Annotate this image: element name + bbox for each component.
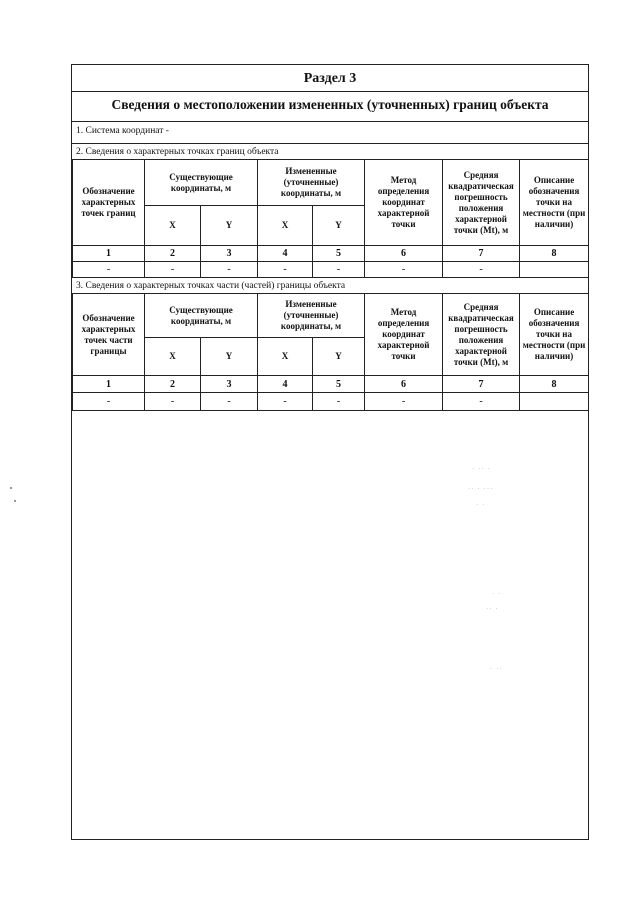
column-number: 7 [443, 246, 520, 262]
table-header-row [73, 294, 589, 338]
part-points-heading: 3. Сведения о характерных точках части (частей) границы объекта [76, 281, 346, 291]
table-cell: - [313, 262, 365, 278]
table-cell: - [201, 393, 258, 411]
header-existing-coords: Существующие координаты, м [145, 160, 258, 206]
table-cell: - [443, 262, 520, 278]
header-existing-coords: Существующие координаты, м [145, 294, 258, 338]
column-number: 4 [258, 246, 313, 262]
column-number: 1 [73, 376, 145, 393]
divider [72, 143, 588, 144]
header-x: X [258, 338, 313, 376]
column-number: 6 [365, 246, 443, 262]
table-cell: - [443, 393, 520, 411]
table-cell [520, 393, 589, 411]
section-subtitle: Сведения о местоположении измененных (уточненных) границ объекта [111, 97, 549, 112]
header-x: X [145, 338, 201, 376]
header-y: Y [201, 338, 258, 376]
header-changed-coords: Измененные (уточненные) координаты, м [258, 160, 365, 206]
table-cell: - [365, 393, 443, 411]
table-cell: - [365, 262, 443, 278]
header-error: Средняя квадратическая погрешность положения характерной точки (Mt), м [443, 294, 520, 376]
header-y: Y [313, 206, 365, 246]
table-row [73, 393, 589, 411]
document-frame [71, 64, 589, 840]
column-number: 8 [520, 376, 589, 393]
divider [72, 121, 588, 122]
column-number: 6 [365, 376, 443, 393]
header-description: Описание обозначения точки на местности (при наличии) [520, 294, 589, 376]
object-points-heading: 2. Сведения о характерных точках границ объекта [76, 147, 279, 157]
scan-noise: · · [492, 590, 502, 598]
table-cell: - [258, 393, 313, 411]
header-point-designation: Обозначение характерных точек границ [73, 160, 145, 246]
table-cell [520, 262, 589, 278]
table-row [73, 262, 589, 278]
header-y: Y [201, 206, 258, 246]
table-cell: - [73, 262, 145, 278]
divider [72, 91, 588, 92]
column-number: 2 [145, 246, 201, 262]
header-y: Y [313, 338, 365, 376]
table-cell: - [201, 262, 258, 278]
column-number: 7 [443, 376, 520, 393]
scan-noise [14, 500, 16, 502]
part-points-table [72, 293, 589, 411]
column-numbers-row [73, 376, 589, 393]
table-cell: - [145, 262, 201, 278]
table-cell: - [73, 393, 145, 411]
header-description: Описание обозначения точки на местности (при наличии) [520, 160, 589, 246]
section-title: Раздел 3 [303, 71, 357, 86]
table-cell: - [313, 393, 365, 411]
column-number: 3 [201, 376, 258, 393]
header-point-designation: Обозначение характерных точек части границы [73, 294, 145, 376]
column-number: 8 [520, 246, 589, 262]
column-numbers-row [73, 246, 589, 262]
table-cell: - [145, 393, 201, 411]
coordinate-system-line: 1. Система координат - [76, 126, 169, 136]
table-header-row [73, 160, 589, 206]
header-method: Метод определения координат характерной точки [365, 294, 443, 376]
scan-noise: ·· · ··· [468, 485, 494, 493]
scan-noise: · ·· · [472, 465, 491, 473]
header-x: X [258, 206, 313, 246]
header-error: Средняя квадратическая погрешность положения характерной точки (Mt), м [443, 160, 520, 246]
header-method: Метод определения координат характерной точки [365, 160, 443, 246]
column-number: 2 [145, 376, 201, 393]
column-number: 1 [73, 246, 145, 262]
header-x: X [145, 206, 201, 246]
header-changed-coords: Измененные (уточненные) координаты, м [258, 294, 365, 338]
column-number: 5 [313, 376, 365, 393]
column-number: 3 [201, 246, 258, 262]
scan-noise: ·· · [486, 605, 499, 613]
column-number: 4 [258, 376, 313, 393]
table-cell: - [258, 262, 313, 278]
scan-noise: · ·· [490, 665, 503, 673]
scan-noise: · · [476, 501, 486, 509]
object-points-table [72, 159, 589, 278]
column-number: 5 [313, 246, 365, 262]
scan-noise [10, 487, 12, 489]
